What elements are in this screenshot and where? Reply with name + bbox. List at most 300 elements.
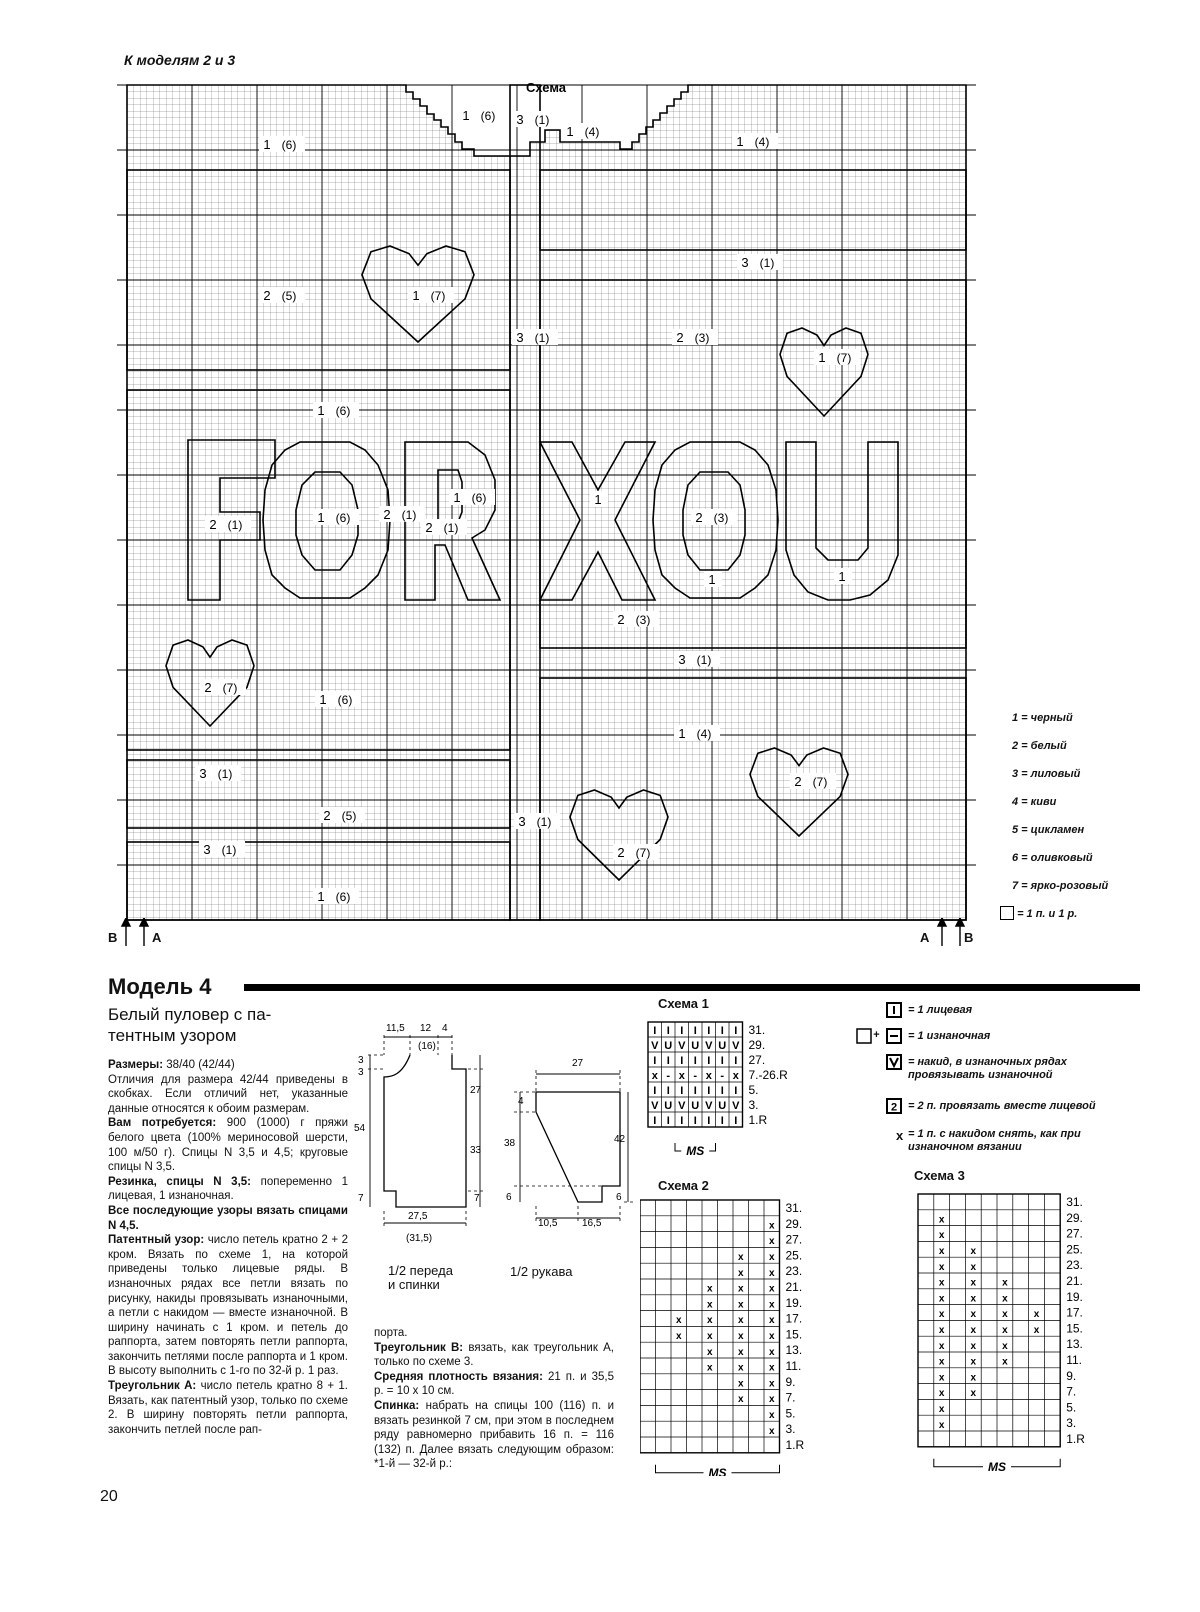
region-label xyxy=(613,611,659,627)
region-label xyxy=(512,329,558,345)
sizes-label: Размеры: xyxy=(108,1059,164,1071)
back-label: Спинка: xyxy=(374,1399,420,1412)
stitch-symbol: - xyxy=(666,1070,671,1082)
stitch-symbol: x xyxy=(737,1299,744,1311)
row-label: 21. xyxy=(785,1280,803,1294)
stitch-symbol: x xyxy=(768,1425,775,1437)
density-para xyxy=(374,1370,614,1399)
stitch-symbol: V xyxy=(678,1040,686,1052)
row-label: 31. xyxy=(1066,1195,1083,1209)
scheme1-chart xyxy=(640,1012,790,1184)
stitch-symbol: x xyxy=(768,1252,775,1264)
color-legend-item: 2 = белый xyxy=(1012,740,1067,752)
stitch-symbol: x xyxy=(737,1362,744,1374)
svg-text:2: 2 xyxy=(204,680,212,695)
svg-text:1: 1 xyxy=(594,492,602,507)
stitch-symbol: x xyxy=(938,1214,945,1226)
stitch-symbol: x xyxy=(1002,1325,1008,1337)
svg-text:3: 3 xyxy=(516,330,524,345)
region-label xyxy=(313,888,359,904)
row-label: 7. xyxy=(785,1390,796,1405)
need-value: 900 (1000) г пряжи белого цвета (100% мериносовой шерсти, 100 м/50 г). Спицы N 3,5 и 4,5; круговые спицы N 3,5. xyxy=(108,1117,348,1174)
stitch-symbol: V xyxy=(651,1100,659,1112)
region-label xyxy=(408,287,454,303)
stitch-symbol: V xyxy=(705,1100,713,1112)
model-rule xyxy=(244,984,1140,991)
svg-text:(5): (5) xyxy=(341,809,357,823)
tri-b-para xyxy=(374,1341,614,1370)
stitch-symbol: x xyxy=(970,1388,977,1400)
stitch-symbol: I xyxy=(680,1025,684,1037)
sleeve-dim-d: 42 xyxy=(614,1134,626,1145)
slip-legend-text: = 1 п. с накидом снять, как при изнаночном вязании xyxy=(908,1128,1081,1153)
stitch-symbol: x xyxy=(768,1236,775,1248)
sizes-value: 38/40 (42/44) xyxy=(163,1059,235,1071)
stitch-symbol: - xyxy=(693,1070,698,1082)
svg-text:(3): (3) xyxy=(635,613,651,627)
svg-text:3: 3 xyxy=(518,814,526,829)
stitch-symbol: - xyxy=(720,1070,725,1082)
stitch-symbol: I xyxy=(720,1055,724,1067)
dim-m: (31,5) xyxy=(406,1233,433,1244)
svg-text:(5): (5) xyxy=(281,289,297,303)
color-legend-item: 7 = ярко-розовый xyxy=(1012,880,1109,892)
color-legend-item: 4 = киви xyxy=(1012,796,1057,808)
row-label: 25. xyxy=(785,1248,803,1263)
stitch-symbol: I xyxy=(680,1085,684,1097)
stitch-symbol: I xyxy=(680,1055,684,1067)
svg-text:(7): (7) xyxy=(222,681,238,695)
region-label xyxy=(259,287,305,303)
stitch-symbol: I xyxy=(693,1025,697,1037)
text-column-1 xyxy=(108,1058,348,1437)
region-label xyxy=(613,844,659,860)
stitch-symbol: x xyxy=(768,1394,775,1406)
rib-value: попеременно 1 лицевая, 1 изнаночная. xyxy=(108,1175,348,1203)
stitch-symbol: x xyxy=(1002,1277,1008,1289)
stitch-symbol: V xyxy=(732,1040,740,1052)
svg-text:1: 1 xyxy=(317,889,325,904)
svg-text:(6): (6) xyxy=(471,491,487,505)
region-label xyxy=(814,349,860,365)
dim-e: 3 xyxy=(358,1055,364,1066)
scheme-title: Схема xyxy=(525,80,567,95)
sleeve-dim-f: 6 xyxy=(616,1192,622,1203)
dim-d: (16) xyxy=(418,1041,436,1052)
intarsia-chart xyxy=(100,70,1000,950)
patent-label: Патентный узор: xyxy=(108,1234,205,1247)
region-label xyxy=(313,402,359,418)
stitch-symbol: x xyxy=(938,1419,945,1431)
stitch-symbol: x xyxy=(970,1309,977,1321)
stitch-symbol: x xyxy=(737,1315,744,1327)
stitch-symbol: x xyxy=(970,1246,977,1258)
stitch-symbol: x xyxy=(1002,1309,1008,1321)
stitch-symbol: I xyxy=(707,1085,711,1097)
dim-k: 7 xyxy=(474,1193,480,1204)
stitch-symbol: x xyxy=(938,1388,945,1400)
svg-text:2: 2 xyxy=(209,517,217,532)
region-label xyxy=(313,509,359,525)
row-label: 27. xyxy=(748,1053,766,1067)
stitch-symbol: I xyxy=(720,1025,724,1037)
row-label: 3. xyxy=(1066,1416,1077,1431)
back-value: набрать на спицы 100 (116) п. и вязать резинкой 7 см, при этом в последнем ряду равномерно прибавить 16 п. = 116 (132) п. Далее вязать следующим образом: *1-й — 32-й р.: xyxy=(374,1399,614,1471)
svg-text:(1): (1) xyxy=(443,521,459,535)
row-label: 19. xyxy=(785,1295,803,1310)
stitch-symbol: x xyxy=(706,1299,713,1311)
stitch-symbol: x xyxy=(938,1293,945,1305)
svg-text:3: 3 xyxy=(199,766,207,781)
row-label: 13. xyxy=(1066,1337,1083,1352)
svg-text:(7): (7) xyxy=(635,846,651,860)
stitch-symbol: x xyxy=(705,1070,712,1082)
stitch-symbol: x xyxy=(768,1267,775,1279)
knit-legend-text: = 1 лицевая xyxy=(908,1004,973,1016)
region-label xyxy=(732,133,778,149)
dim-a: 11,5 xyxy=(386,1023,405,1034)
svg-text:1: 1 xyxy=(263,137,271,152)
stitch-symbol: x xyxy=(1033,1325,1040,1337)
region-label xyxy=(674,725,720,741)
dim-i: 33 xyxy=(470,1145,482,1156)
row-label: 9. xyxy=(785,1374,796,1389)
density-value: 21 п. и 35,5 р. = 10 x 10 см. xyxy=(374,1370,614,1398)
stitch-symbol: I xyxy=(734,1055,738,1067)
stitch-symbol: x xyxy=(737,1378,744,1390)
row-label: 27. xyxy=(1066,1226,1083,1241)
row-label: 15. xyxy=(785,1327,803,1342)
dim-b: 12 xyxy=(420,1023,432,1034)
row-label: 21. xyxy=(1066,1274,1083,1288)
svg-text:2: 2 xyxy=(383,507,391,522)
stitch-symbol: V xyxy=(732,1100,740,1112)
stitch-symbol: U xyxy=(664,1100,673,1112)
region-label xyxy=(672,329,718,345)
svg-text:2: 2 xyxy=(695,510,703,525)
svg-text:2: 2 xyxy=(617,845,625,860)
dim-l: 27,5 xyxy=(408,1211,428,1222)
sleeve-dim-a: 27 xyxy=(572,1058,584,1069)
stitch-symbol: I xyxy=(734,1025,738,1037)
tri-a-para xyxy=(108,1379,348,1437)
stitch-symbol: x xyxy=(706,1346,713,1358)
region-label xyxy=(704,571,722,587)
stitch-symbol: I xyxy=(720,1115,724,1127)
model-subtitle xyxy=(108,1004,271,1046)
region-label xyxy=(319,807,365,823)
stitch-symbol: x xyxy=(938,1340,945,1352)
sleeve-dim-e: 6 xyxy=(506,1192,512,1203)
stitch-symbol: U xyxy=(664,1040,673,1052)
svg-text:(7): (7) xyxy=(836,351,852,365)
model-title: Модель 4 xyxy=(108,974,212,999)
stitch-symbol: x xyxy=(706,1283,713,1295)
page-number: 20 xyxy=(100,1488,118,1505)
patent-value: число петель кратно 2 + 2 кром. Вязать по схеме 1, на которой приведены только лицевые ряды. В изнаночных рядах все петли вязать по рисунку, накиды провязывать изнаночными, а петли с накидом — вместе изнаночной. В ширину начинать с 1 кром. и петель до раппорта, затем повторять петли раппорта, закончить петлями после раппорта и 1 кром. В высоту выполнить с 1-го по 32-й р. 1 раз. xyxy=(108,1234,348,1378)
svg-text:3: 3 xyxy=(741,255,749,270)
stitch-symbol: x xyxy=(970,1356,977,1368)
row-label: 17. xyxy=(1066,1305,1083,1320)
svg-text:(4): (4) xyxy=(584,125,600,139)
scheme3-title: Схема 3 xyxy=(914,1168,965,1183)
stitch-symbol: x xyxy=(675,1331,682,1343)
stitch-symbol: x xyxy=(938,1325,945,1337)
sleeve-caption: 1/2 рукава xyxy=(510,1264,573,1279)
region-label xyxy=(259,136,305,152)
sleeve-dim-h: 16,5 xyxy=(582,1218,602,1229)
yarn-over-icon xyxy=(886,1054,902,1070)
svg-text:(6): (6) xyxy=(335,511,351,525)
subtitle-line-2: тентным узором xyxy=(108,1026,237,1045)
row-label: 1.R xyxy=(748,1113,768,1127)
svg-text:(1): (1) xyxy=(534,113,550,127)
section-title: К моделям 2 и 3 xyxy=(124,52,236,68)
sleeve-schematic xyxy=(500,1050,645,1240)
stitch-symbol: I xyxy=(666,1055,670,1067)
row-label: 23. xyxy=(1066,1258,1083,1273)
row-label: 29. xyxy=(748,1038,766,1052)
region-label xyxy=(315,691,361,707)
stitch-symbol: x xyxy=(1033,1309,1040,1321)
svg-text:(6): (6) xyxy=(281,138,297,152)
stitch-symbol: x xyxy=(938,1356,945,1368)
stitch-symbol: x xyxy=(768,1315,775,1327)
svg-text:1: 1 xyxy=(319,692,327,707)
svg-text:1: 1 xyxy=(317,510,325,525)
stitch-symbol: I xyxy=(680,1115,684,1127)
scheme2-title: Схема 2 xyxy=(658,1178,709,1193)
svg-text:1: 1 xyxy=(462,108,470,123)
back-para xyxy=(374,1399,614,1472)
stitch-symbol: x xyxy=(1002,1356,1008,1368)
knit-stitch-icon xyxy=(886,1002,902,1018)
svg-text:1: 1 xyxy=(317,403,325,418)
subtitle-line-1: Белый пуловер с па- xyxy=(108,1005,272,1024)
stitch-symbol: x xyxy=(938,1309,945,1321)
stitch-symbol: x xyxy=(938,1372,945,1384)
ms-label: MS xyxy=(686,1144,705,1158)
stitch-symbol: x xyxy=(970,1293,977,1305)
svg-text:3: 3 xyxy=(678,652,686,667)
k2tog-legend-text: = 2 п. провязать вместе лицевой xyxy=(908,1100,1096,1112)
svg-text:(6): (6) xyxy=(480,109,496,123)
plus-sign: + xyxy=(873,1029,880,1041)
region-label xyxy=(514,813,560,829)
svg-text:1: 1 xyxy=(818,350,826,365)
svg-text:3: 3 xyxy=(203,842,211,857)
svg-text:(1): (1) xyxy=(221,843,237,857)
row-label: 13. xyxy=(785,1343,803,1358)
need-para xyxy=(108,1116,348,1174)
stitch-symbol: I xyxy=(653,1025,657,1037)
knit-two-together-icon xyxy=(886,1098,902,1114)
stitch-symbol: I xyxy=(666,1085,670,1097)
rib-label: Резинка, спицы N 3,5: xyxy=(108,1175,252,1188)
stitch-symbol: x xyxy=(737,1331,744,1343)
svg-text:(6): (6) xyxy=(337,693,353,707)
stitch-symbol: I xyxy=(693,1085,697,1097)
region-label xyxy=(737,254,783,270)
region-label xyxy=(200,679,246,695)
region-label xyxy=(458,107,504,123)
dim-g: 27 xyxy=(470,1085,482,1096)
stitch-symbol: x xyxy=(706,1331,713,1343)
svg-text:2: 2 xyxy=(890,1101,898,1114)
stitch-symbol: x xyxy=(768,1362,775,1374)
stitch-symbol: x xyxy=(938,1404,945,1416)
region-label xyxy=(691,509,737,525)
stitch-symbol: x xyxy=(768,1283,775,1295)
svg-text:(6): (6) xyxy=(335,890,351,904)
svg-text:(1): (1) xyxy=(696,653,712,667)
scheme1-title: Схема 1 xyxy=(658,996,709,1011)
stitch-symbol: V xyxy=(705,1040,713,1052)
row-label: 19. xyxy=(1066,1289,1083,1304)
stitch-symbol: x xyxy=(1002,1293,1008,1305)
row-label: 9. xyxy=(1066,1368,1077,1383)
row-label: 29. xyxy=(1066,1210,1083,1225)
stitch-symbol: x xyxy=(768,1378,775,1390)
stitch-symbol: x xyxy=(768,1410,775,1422)
stitch-symbol: V xyxy=(651,1040,659,1052)
stitch-symbol: x xyxy=(675,1315,682,1327)
row-label: 11. xyxy=(1066,1353,1082,1367)
row-label: 31. xyxy=(785,1201,803,1215)
body-caption xyxy=(388,1264,453,1292)
row-label: 15. xyxy=(1066,1321,1083,1336)
color-legend-item: 1 = черный xyxy=(1012,712,1073,724)
stitch-symbol: V xyxy=(678,1100,686,1112)
row-label: 1.R xyxy=(785,1438,805,1452)
stitch-symbol: x xyxy=(737,1346,744,1358)
svg-text:2: 2 xyxy=(263,288,271,303)
row-label: 3. xyxy=(785,1422,796,1437)
stitch-symbol: I xyxy=(653,1115,657,1127)
stitch-symbol: I xyxy=(693,1055,697,1067)
region-label xyxy=(195,765,241,781)
stitch-symbol: I xyxy=(707,1055,711,1067)
cell-square-icon xyxy=(1000,906,1014,920)
stitch-symbol: x xyxy=(737,1394,744,1406)
patent-para xyxy=(108,1233,348,1379)
svg-text:(1): (1) xyxy=(534,331,550,345)
svg-text:(3): (3) xyxy=(713,511,729,525)
row-label: 17. xyxy=(785,1311,803,1326)
stitch-symbol: x xyxy=(768,1346,775,1358)
svg-text:(1): (1) xyxy=(759,256,775,270)
stitch-symbol: x xyxy=(938,1277,945,1289)
row-label: 25. xyxy=(1066,1242,1083,1257)
row-label: 3. xyxy=(748,1098,759,1112)
svg-text:3: 3 xyxy=(516,112,524,127)
svg-text:2: 2 xyxy=(425,520,433,535)
sizes-para xyxy=(108,1058,348,1073)
stitch-symbol: I xyxy=(720,1085,724,1097)
continuation-text: порта. xyxy=(374,1327,408,1339)
svg-text:2: 2 xyxy=(676,330,684,345)
region-label xyxy=(834,568,852,584)
row-label: 5. xyxy=(1066,1400,1077,1415)
slip-stitch-icon: x xyxy=(896,1128,904,1143)
svg-text:(1): (1) xyxy=(536,815,552,829)
svg-text:1: 1 xyxy=(708,572,716,587)
svg-text:2: 2 xyxy=(794,774,802,789)
row-label: 29. xyxy=(785,1216,803,1231)
stitch-symbol: I xyxy=(734,1085,738,1097)
stitch-legend xyxy=(856,1000,1156,1160)
sleeve-dim-g: 10,5 xyxy=(538,1218,558,1229)
marker-arrows xyxy=(118,918,978,948)
row-label: 23. xyxy=(785,1264,803,1279)
ms-label: MS xyxy=(708,1465,727,1476)
row-label: 5. xyxy=(748,1083,759,1097)
body-schematic xyxy=(350,1015,500,1245)
region-label xyxy=(562,123,608,139)
stitch-symbol: x xyxy=(732,1070,739,1082)
region-label xyxy=(790,773,836,789)
stitch-symbol: I xyxy=(666,1025,670,1037)
stitch-symbol: I xyxy=(707,1115,711,1127)
stitch-symbol: I xyxy=(666,1115,670,1127)
row-label: 7.-26.R xyxy=(748,1068,788,1082)
region-label xyxy=(421,519,467,535)
text-column-2 xyxy=(374,1326,614,1472)
all-para xyxy=(108,1204,348,1233)
region-label xyxy=(674,651,720,667)
cell-legend-text: = 1 п. и 1 р. xyxy=(1017,908,1078,920)
stitch-symbol: I xyxy=(693,1115,697,1127)
stitch-symbol: x xyxy=(970,1340,977,1352)
dim-h: 54 xyxy=(354,1123,366,1134)
rib-para xyxy=(108,1175,348,1204)
stitch-symbol: U xyxy=(691,1100,700,1112)
svg-text:(1): (1) xyxy=(401,508,417,522)
color-legend-item: 5 = цикламен xyxy=(1012,824,1085,836)
stitch-symbol: x xyxy=(1002,1340,1008,1352)
all-label: Все последующие узоры вязать спицами N 4,5. xyxy=(108,1204,348,1232)
stitch-symbol: x xyxy=(970,1277,977,1289)
svg-text:2: 2 xyxy=(617,612,625,627)
region-label xyxy=(590,491,608,507)
purl-stitch-icon xyxy=(886,1028,902,1044)
tri-a-value: число петель кратно 8 + 1. Вязать, как патентный узор, только по схеме 2. В ширину повторять петли раппорта, закончить петлей после рап- xyxy=(108,1380,349,1436)
color-legend-item: 3 = лиловый xyxy=(1012,768,1081,780)
svg-text:2: 2 xyxy=(323,808,331,823)
region-label xyxy=(205,516,251,532)
region-label xyxy=(379,506,425,522)
sleeve-dim-b: 4 xyxy=(518,1096,524,1107)
dim-c: 4 xyxy=(442,1023,448,1034)
stitch-symbol: I xyxy=(734,1115,738,1127)
svg-text:(1): (1) xyxy=(227,518,243,532)
svg-text:1: 1 xyxy=(678,726,686,741)
dim-j: 7 xyxy=(358,1193,364,1204)
sizes-note: Отличия для размера 42/44 приведены в скобках. Если отличий нет, указанные данные относятся к обоим размерам. xyxy=(108,1073,348,1115)
stitch-symbol: x xyxy=(737,1283,744,1295)
stitch-symbol: I xyxy=(707,1025,711,1037)
stitch-symbol: I xyxy=(653,1055,657,1067)
svg-text:(7): (7) xyxy=(430,289,446,303)
stitch-symbol: x xyxy=(737,1267,744,1279)
empty-cell-icon xyxy=(856,1028,872,1044)
stitch-symbol: U xyxy=(718,1100,727,1112)
svg-text:(3): (3) xyxy=(694,331,710,345)
region-label xyxy=(199,841,245,857)
row-label: 31. xyxy=(748,1023,766,1037)
region-label xyxy=(512,111,558,127)
svg-text:1: 1 xyxy=(453,490,461,505)
